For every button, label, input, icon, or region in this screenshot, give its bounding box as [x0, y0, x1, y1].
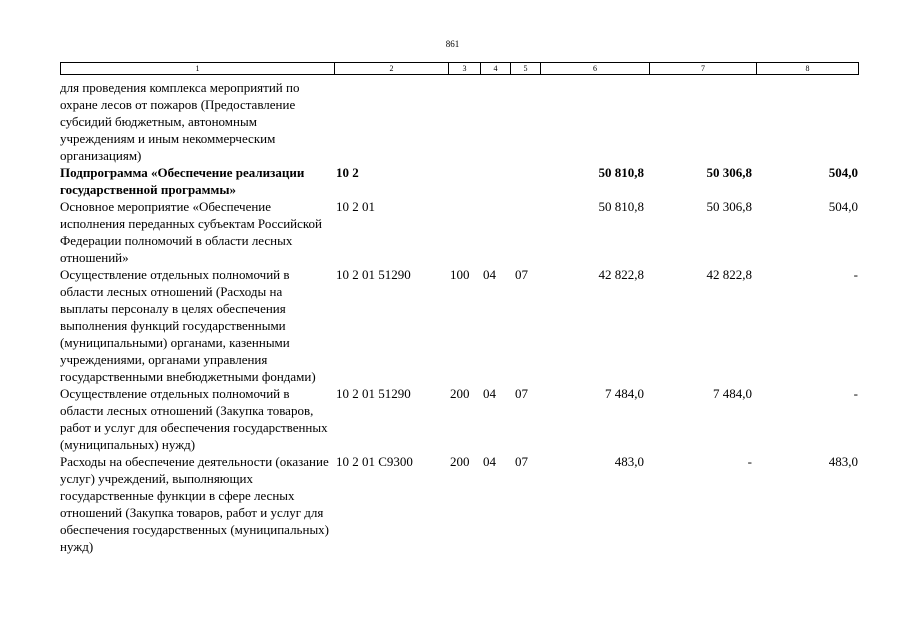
- header-col-7: 7: [650, 63, 757, 75]
- row-name: Подпрограмма «Обеспечение реализации государственной программы»: [60, 165, 305, 197]
- header-col-8: 8: [757, 63, 859, 75]
- header-col-4: 4: [481, 63, 511, 75]
- row-code: 10 2 01 51290: [336, 386, 411, 401]
- row-col8: 504,0: [828, 165, 858, 180]
- row-col8: 483,0: [828, 454, 858, 469]
- row-total: 42 822,8: [598, 267, 644, 282]
- row-code: 10 2 01 51290: [336, 267, 411, 282]
- row-name: Основное мероприятие «Обеспечение исполнения переданных субъектам Российской Федерации полномочий в области лесных отношений»: [60, 199, 322, 265]
- row-name: Осуществление отдельных полномочий в области лесных отношений (Расходы на выплаты персоналу в целях обеспечения выполнения функций государственными (муниципальными) органами, казенными учреждениями, органами управления государственными внебюджетными фондами): [60, 267, 316, 384]
- row-col7: 42 822,8: [706, 267, 752, 282]
- row-pr: 07: [515, 386, 528, 401]
- row-col7: 50 306,8: [706, 199, 752, 214]
- table-row: [60, 79, 860, 164]
- row-pr: 07: [515, 454, 528, 469]
- row-rz: 04: [483, 454, 496, 469]
- table-row: [60, 164, 860, 198]
- row-code: 10 2 01 С9300: [336, 454, 413, 469]
- row-col8: 504,0: [828, 199, 858, 214]
- row-vr: 100: [450, 267, 470, 282]
- row-col7: -: [747, 454, 752, 469]
- row-total: 50 810,8: [598, 165, 644, 180]
- page-number: 861: [445, 39, 460, 49]
- table-body: [60, 79, 860, 555]
- row-code: 10 2: [336, 165, 359, 180]
- header-col-5: 5: [511, 63, 541, 75]
- header-col-3: 3: [449, 63, 481, 75]
- row-name: Осуществление отдельных полномочий в области лесных отношений (Закупка товаров, работ и услуг для обеспечения государственных (муниципальных) нужд): [60, 386, 328, 452]
- row-pr: 07: [515, 267, 528, 282]
- row-total: 483,0: [614, 454, 644, 469]
- row-code: 10 2 01: [336, 199, 375, 214]
- header-col-6: 6: [541, 63, 650, 75]
- row-total: 50 810,8: [598, 199, 644, 214]
- row-name: для проведения комплекса мероприятий по охране лесов от пожаров (Предоставление субсидий бюджетным, автономным учреждениям и иным некоммерческим организациям): [60, 80, 300, 163]
- row-col8: -: [853, 386, 858, 401]
- table-row: [60, 198, 860, 266]
- row-name: Расходы на обеспечение деятельности (оказание услуг) учреждений, выполняющих государственные функции в сфере лесных отношений (Закупка товаров, работ и услуг для обеспечения государственных (муниципальных) нужд): [60, 454, 330, 554]
- row-total: 7 484,0: [605, 386, 644, 401]
- table-row: [60, 266, 860, 385]
- table-row: [60, 385, 860, 453]
- row-rz: 04: [483, 386, 496, 401]
- row-col7: 50 306,8: [706, 165, 752, 180]
- table-header: [60, 62, 859, 75]
- header-col-2: 2: [335, 63, 449, 75]
- row-vr: 200: [450, 454, 470, 469]
- row-col7: 7 484,0: [713, 386, 752, 401]
- row-col8: -: [853, 267, 858, 282]
- header-col-1: 1: [61, 63, 335, 75]
- table-row: [60, 453, 860, 555]
- row-vr: 200: [450, 386, 470, 401]
- row-rz: 04: [483, 267, 496, 282]
